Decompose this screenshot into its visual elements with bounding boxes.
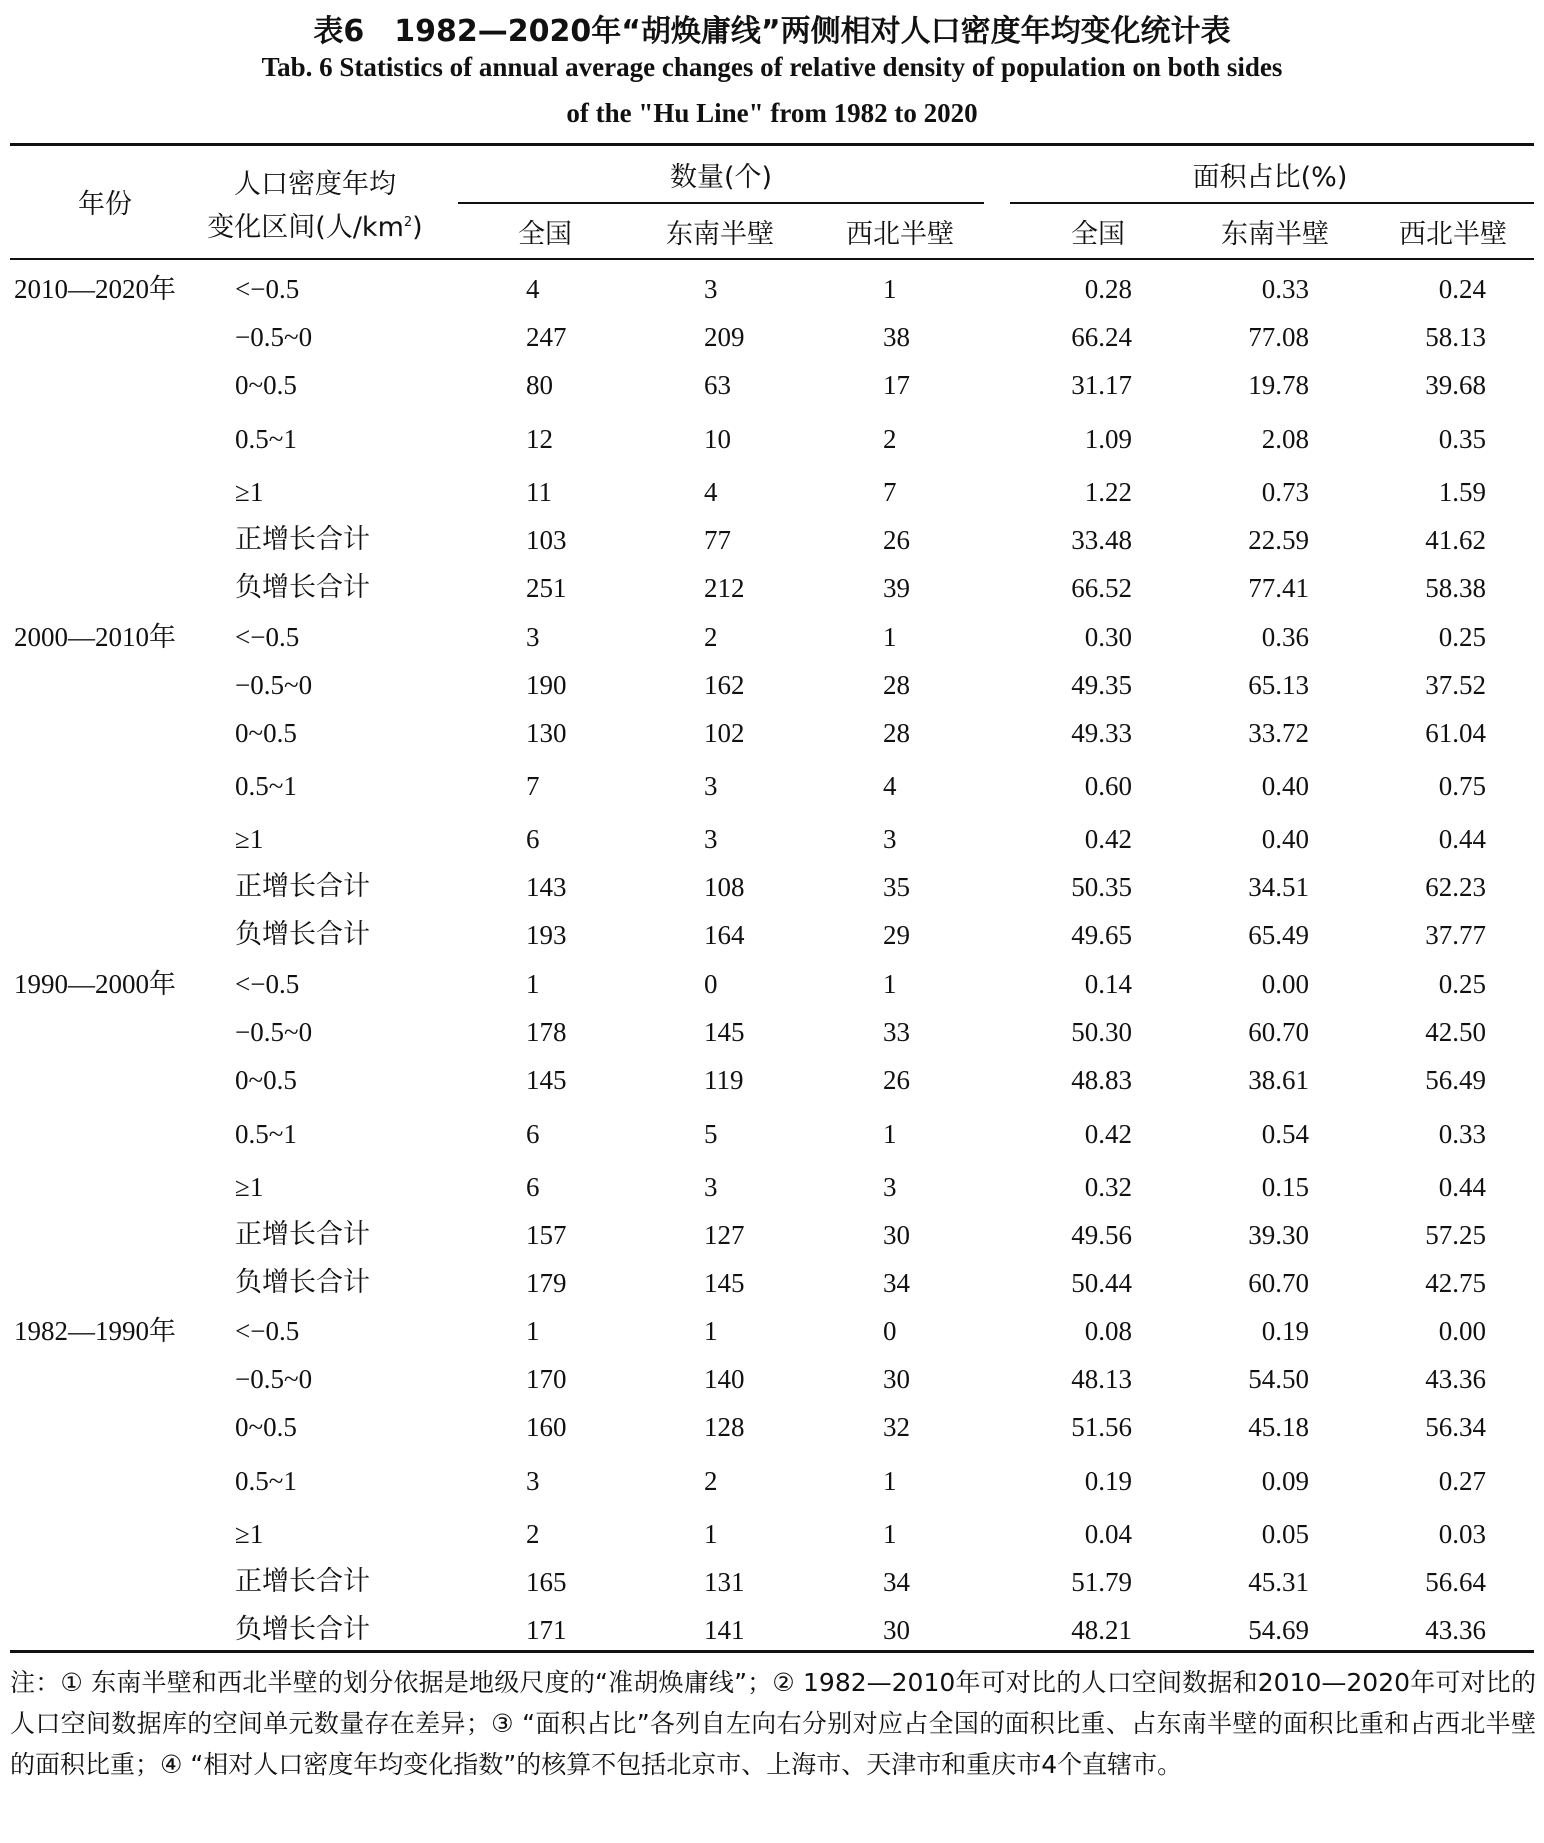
row-range-label: 正增长合计 <box>235 1566 370 1597</box>
cell-area-southeast: 54.69 <box>1248 1615 1309 1645</box>
cell-area-southeast: 0.09 <box>1261 1466 1309 1496</box>
row-year-label: 2010—2020年 <box>14 274 176 304</box>
header-area-northwest: 西北半壁 <box>1399 219 1507 250</box>
cell-count-southeast: 4 <box>704 477 718 507</box>
cell-count-national: 12 <box>526 424 553 454</box>
cell-count-national: 6 <box>526 824 540 854</box>
row-range-label: 正增长合计 <box>235 524 370 555</box>
row-year-label: 1990—2000年 <box>14 969 176 999</box>
cell-count-southeast: 102 <box>704 718 745 748</box>
cell-area-northwest: 0.44 <box>1438 1172 1486 1202</box>
cell-area-national: 0.42 <box>1084 1119 1132 1149</box>
cell-area-northwest: 43.36 <box>1425 1615 1486 1645</box>
cell-area-northwest: 37.77 <box>1425 920 1486 950</box>
cell-count-northwest: 33 <box>883 1017 910 1047</box>
cell-area-national: 48.21 <box>1071 1615 1132 1645</box>
cell-area-northwest: 41.62 <box>1425 525 1486 555</box>
cell-count-northwest: 1 <box>883 969 897 999</box>
row-range-label: 正增长合计 <box>235 1219 370 1250</box>
cell-area-southeast: 0.19 <box>1261 1316 1309 1346</box>
cell-count-southeast: 3 <box>704 824 718 854</box>
row-range-label: <−0.5 <box>235 622 300 652</box>
cell-area-national: 49.65 <box>1071 920 1132 950</box>
cell-count-southeast: 2 <box>704 622 718 652</box>
cell-count-national: 170 <box>526 1364 567 1394</box>
row-year-label: 2000—2010年 <box>14 622 176 652</box>
table-bottom-rule <box>10 1650 1534 1653</box>
cell-area-national: 0.08 <box>1084 1316 1132 1346</box>
cell-count-national: 171 <box>526 1615 567 1645</box>
cell-count-northwest: 17 <box>883 370 910 400</box>
cell-area-southeast: 0.36 <box>1261 622 1309 652</box>
cell-area-national: 1.22 <box>1084 477 1132 507</box>
cell-area-southeast: 0.40 <box>1261 824 1309 854</box>
cell-area-northwest: 0.03 <box>1438 1519 1486 1549</box>
cell-area-southeast: 77.08 <box>1248 322 1309 352</box>
cell-count-national: 1 <box>526 969 540 999</box>
cell-count-national: 160 <box>526 1412 567 1442</box>
cell-count-national: 2 <box>526 1519 540 1549</box>
cell-count-national: 247 <box>526 322 567 352</box>
cell-area-southeast: 65.49 <box>1248 920 1309 950</box>
table-title-english-line1: Tab. 6 Statistics of annual average changes of relative density of population on both sides <box>261 52 1283 82</box>
cell-area-southeast: 60.70 <box>1248 1268 1309 1298</box>
row-range-label: 0~0.5 <box>235 1412 297 1442</box>
cell-area-northwest: 58.13 <box>1425 322 1486 352</box>
cell-count-northwest: 30 <box>883 1615 910 1645</box>
cell-area-national: 49.35 <box>1071 670 1132 700</box>
cell-count-southeast: 2 <box>704 1466 718 1496</box>
cell-area-national: 51.79 <box>1071 1567 1132 1597</box>
cell-area-northwest: 0.25 <box>1438 969 1486 999</box>
row-range-label: 0~0.5 <box>235 718 297 748</box>
cell-count-northwest: 1 <box>883 622 897 652</box>
cell-area-northwest: 0.24 <box>1438 274 1486 304</box>
cell-count-northwest: 1 <box>883 274 897 304</box>
header-count-national: 全国 <box>518 219 572 250</box>
cell-count-southeast: 164 <box>704 920 745 950</box>
cell-area-northwest: 0.25 <box>1438 622 1486 652</box>
cell-area-national: 0.19 <box>1084 1466 1132 1496</box>
header-range <box>195 166 435 247</box>
cell-area-southeast: 65.13 <box>1248 670 1309 700</box>
cell-count-northwest: 2 <box>883 424 897 454</box>
cell-count-national: 145 <box>526 1065 567 1095</box>
cell-area-southeast: 77.41 <box>1248 573 1309 603</box>
cell-area-southeast: 54.50 <box>1248 1364 1309 1394</box>
cell-area-southeast: 38.61 <box>1248 1065 1309 1095</box>
cell-count-northwest: 29 <box>883 920 910 950</box>
cell-count-northwest: 34 <box>883 1567 910 1597</box>
cell-count-national: 80 <box>526 370 553 400</box>
cell-count-northwest: 28 <box>883 670 910 700</box>
cell-count-national: 7 <box>526 771 540 801</box>
cell-area-national: 1.09 <box>1084 424 1132 454</box>
cell-area-southeast: 19.78 <box>1248 370 1309 400</box>
row-range-label: −0.5~0 <box>235 1364 313 1394</box>
header-count-group: 数量(个) <box>669 162 773 193</box>
cell-area-southeast: 0.05 <box>1261 1519 1309 1549</box>
cell-area-national: 0.42 <box>1084 824 1132 854</box>
cell-count-southeast: 128 <box>704 1412 745 1442</box>
cell-count-northwest: 3 <box>883 824 897 854</box>
cell-count-northwest: 4 <box>883 771 897 801</box>
cell-count-national: 6 <box>526 1172 540 1202</box>
cell-area-southeast: 0.40 <box>1261 771 1309 801</box>
cell-area-northwest: 1.59 <box>1438 477 1486 507</box>
cell-area-national: 66.24 <box>1071 322 1132 352</box>
cell-area-northwest: 56.34 <box>1425 1412 1486 1442</box>
cell-area-national: 49.33 <box>1071 718 1132 748</box>
cell-count-national: 190 <box>526 670 567 700</box>
row-range-label: 0.5~1 <box>235 1119 297 1149</box>
row-range-label: <−0.5 <box>235 274 300 304</box>
cell-area-national: 49.56 <box>1071 1220 1132 1250</box>
cell-area-northwest: 0.35 <box>1438 424 1486 454</box>
cell-count-southeast: 140 <box>704 1364 745 1394</box>
cell-count-southeast: 1 <box>704 1316 718 1346</box>
cell-count-northwest: 0 <box>883 1316 897 1346</box>
cell-area-northwest: 39.68 <box>1425 370 1486 400</box>
cell-count-southeast: 5 <box>704 1119 718 1149</box>
cell-area-national: 48.13 <box>1071 1364 1132 1394</box>
cell-count-northwest: 38 <box>883 322 910 352</box>
cell-area-national: 0.14 <box>1084 969 1132 999</box>
cell-count-national: 165 <box>526 1567 567 1597</box>
cell-area-national: 0.04 <box>1084 1519 1132 1549</box>
cell-count-northwest: 26 <box>883 525 910 555</box>
cell-area-northwest: 0.33 <box>1438 1119 1486 1149</box>
table-title-english-line2: of the "Hu Line" from 1982 to 2020 <box>566 98 978 128</box>
row-range-label: ≥1 <box>235 477 264 507</box>
cell-count-southeast: 77 <box>704 525 731 555</box>
cell-count-southeast: 3 <box>704 771 718 801</box>
cell-count-northwest: 30 <box>883 1364 910 1394</box>
cell-area-national: 0.28 <box>1084 274 1132 304</box>
row-range-label: ≥1 <box>235 1519 264 1549</box>
header-range-line1: 人口密度年均 <box>234 169 396 200</box>
cell-area-southeast: 34.51 <box>1248 872 1309 902</box>
header-bottom-rule <box>10 258 1534 260</box>
row-range-label: ≥1 <box>235 1172 264 1202</box>
cell-count-national: 179 <box>526 1268 567 1298</box>
cell-count-northwest: 35 <box>883 872 910 902</box>
row-range-label: <−0.5 <box>235 1316 300 1346</box>
cell-count-national: 3 <box>526 1466 540 1496</box>
row-range-label: <−0.5 <box>235 969 300 999</box>
cell-count-southeast: 3 <box>704 1172 718 1202</box>
cell-area-northwest: 58.38 <box>1425 573 1486 603</box>
cell-count-northwest: 30 <box>883 1220 910 1250</box>
cell-count-northwest: 39 <box>883 573 910 603</box>
cell-area-southeast: 0.73 <box>1261 477 1309 507</box>
area-group-rule <box>1010 202 1534 204</box>
cell-area-national: 50.44 <box>1071 1268 1132 1298</box>
cell-count-southeast: 108 <box>704 872 745 902</box>
row-range-label: 正增长合计 <box>235 871 370 902</box>
header-count-southeast: 东南半壁 <box>666 219 774 250</box>
row-range-label: 0~0.5 <box>235 370 297 400</box>
cell-area-northwest: 37.52 <box>1425 670 1486 700</box>
row-range-label: −0.5~0 <box>235 1017 313 1047</box>
cell-area-northwest: 0.27 <box>1438 1466 1486 1496</box>
row-range-label: 负增长合计 <box>235 919 370 950</box>
cell-area-southeast: 0.00 <box>1261 969 1309 999</box>
cell-count-national: 178 <box>526 1017 567 1047</box>
row-range-label: −0.5~0 <box>235 670 313 700</box>
cell-area-northwest: 42.50 <box>1425 1017 1486 1047</box>
row-range-label: 负增长合计 <box>235 1614 370 1645</box>
cell-area-southeast: 45.18 <box>1248 1412 1309 1442</box>
header-range-line2: 变化区间(人$/km^2$) <box>207 212 423 243</box>
cell-count-southeast: 0 <box>704 969 718 999</box>
header-area-national: 全国 <box>1071 219 1125 250</box>
header-count-northwest: 西北半壁 <box>846 219 954 250</box>
row-range-label: 负增长合计 <box>235 1267 370 1298</box>
cell-count-southeast: 209 <box>704 322 745 352</box>
row-range-label: 0.5~1 <box>235 1466 297 1496</box>
cell-count-southeast: 3 <box>704 274 718 304</box>
cell-count-national: 103 <box>526 525 567 555</box>
cell-area-southeast: 0.15 <box>1261 1172 1309 1202</box>
cell-count-national: 11 <box>526 477 552 507</box>
cell-area-northwest: 56.49 <box>1425 1065 1486 1095</box>
cell-count-northwest: 1 <box>883 1519 897 1549</box>
cell-count-northwest: 7 <box>883 477 897 507</box>
cell-area-national: 51.56 <box>1071 1412 1132 1442</box>
cell-count-northwest: 26 <box>883 1065 910 1095</box>
cell-count-northwest: 3 <box>883 1172 897 1202</box>
cell-area-northwest: 0.44 <box>1438 824 1486 854</box>
cell-area-northwest: 61.04 <box>1425 718 1486 748</box>
cell-area-national: 0.30 <box>1084 622 1132 652</box>
cell-area-national: 50.35 <box>1071 872 1132 902</box>
cell-count-national: 4 <box>526 274 540 304</box>
cell-count-southeast: 131 <box>704 1567 745 1597</box>
table-title-chinese: 表6 1982—2020年“胡焕庸线”两侧相对人口密度年均变化统计表 <box>313 14 1231 49</box>
cell-count-southeast: 162 <box>704 670 745 700</box>
row-range-label: ≥1 <box>235 824 264 854</box>
cell-area-northwest: 0.75 <box>1438 771 1486 801</box>
cell-count-southeast: 119 <box>704 1065 744 1095</box>
cell-area-southeast: 22.59 <box>1248 525 1309 555</box>
cell-area-southeast: 33.72 <box>1248 718 1309 748</box>
header-area-southeast: 东南半壁 <box>1221 219 1329 250</box>
cell-area-national: 48.83 <box>1071 1065 1132 1095</box>
cell-area-northwest: 56.64 <box>1425 1567 1486 1597</box>
cell-area-southeast: 60.70 <box>1248 1017 1309 1047</box>
cell-count-northwest: 32 <box>883 1412 910 1442</box>
cell-area-southeast: 0.33 <box>1261 274 1309 304</box>
cell-count-southeast: 141 <box>704 1615 745 1645</box>
cell-count-southeast: 145 <box>704 1268 745 1298</box>
cell-area-national: 33.48 <box>1071 525 1132 555</box>
cell-area-northwest: 57.25 <box>1425 1220 1486 1250</box>
cell-count-southeast: 145 <box>704 1017 745 1047</box>
cell-area-northwest: 43.36 <box>1425 1364 1486 1394</box>
cell-count-national: 143 <box>526 872 567 902</box>
row-range-label: −0.5~0 <box>235 322 313 352</box>
cell-area-southeast: 45.31 <box>1248 1567 1309 1597</box>
cell-area-southeast: 39.30 <box>1248 1220 1309 1250</box>
cell-area-national: 0.32 <box>1084 1172 1132 1202</box>
count-group-rule <box>458 202 984 204</box>
cell-count-northwest: 34 <box>883 1268 910 1298</box>
table-top-rule <box>10 143 1534 146</box>
cell-count-southeast: 10 <box>704 424 731 454</box>
cell-count-national: 193 <box>526 920 567 950</box>
cell-count-national: 157 <box>526 1220 567 1250</box>
table-note: 注：① 东南半壁和西北半壁的划分依据是地级尺度的“准胡焕庸线”；② 1982—2010年可对比的人口空间数据和2010—2020年可对比的人口空间数据库的空间单元数量存在差异；③ “面积占比”各列自左向右分别对应占全国的面积比重、占东南半壁的面积比重和占西北半壁的面积比重；④ “相对人口密度年均变化指数”的核算不包括北京市、上海市、天津市和重庆市4个直辖市。 <box>10 1668 1536 1779</box>
cell-count-national: 3 <box>526 622 540 652</box>
row-range-label: 负增长合计 <box>235 572 370 603</box>
row-range-label: 0.5~1 <box>235 424 297 454</box>
cell-count-national: 130 <box>526 718 567 748</box>
cell-area-national: 31.17 <box>1071 370 1132 400</box>
cell-count-northwest: 1 <box>883 1119 897 1149</box>
cell-count-national: 6 <box>526 1119 540 1149</box>
cell-count-southeast: 63 <box>704 370 731 400</box>
cell-count-northwest: 28 <box>883 718 910 748</box>
cell-count-northwest: 1 <box>883 1466 897 1496</box>
row-range-label: 0.5~1 <box>235 771 297 801</box>
row-year-label: 1982—1990年 <box>14 1316 176 1346</box>
cell-count-national: 1 <box>526 1316 540 1346</box>
cell-area-national: 0.60 <box>1084 771 1132 801</box>
row-range-label: 0~0.5 <box>235 1065 297 1095</box>
cell-count-southeast: 1 <box>704 1519 718 1549</box>
cell-count-southeast: 212 <box>704 573 745 603</box>
cell-area-national: 50.30 <box>1071 1017 1132 1047</box>
cell-area-southeast: 0.54 <box>1261 1119 1309 1149</box>
header-year: 年份 <box>78 189 132 220</box>
cell-area-northwest: 62.23 <box>1425 872 1486 902</box>
cell-area-northwest: 42.75 <box>1425 1268 1486 1298</box>
cell-count-national: 251 <box>526 573 567 603</box>
cell-area-national: 66.52 <box>1071 573 1132 603</box>
cell-count-southeast: 127 <box>704 1220 745 1250</box>
cell-area-southeast: 2.08 <box>1261 424 1309 454</box>
header-area-group: 面积占比(%) <box>1192 162 1348 193</box>
cell-area-northwest: 0.00 <box>1438 1316 1486 1346</box>
